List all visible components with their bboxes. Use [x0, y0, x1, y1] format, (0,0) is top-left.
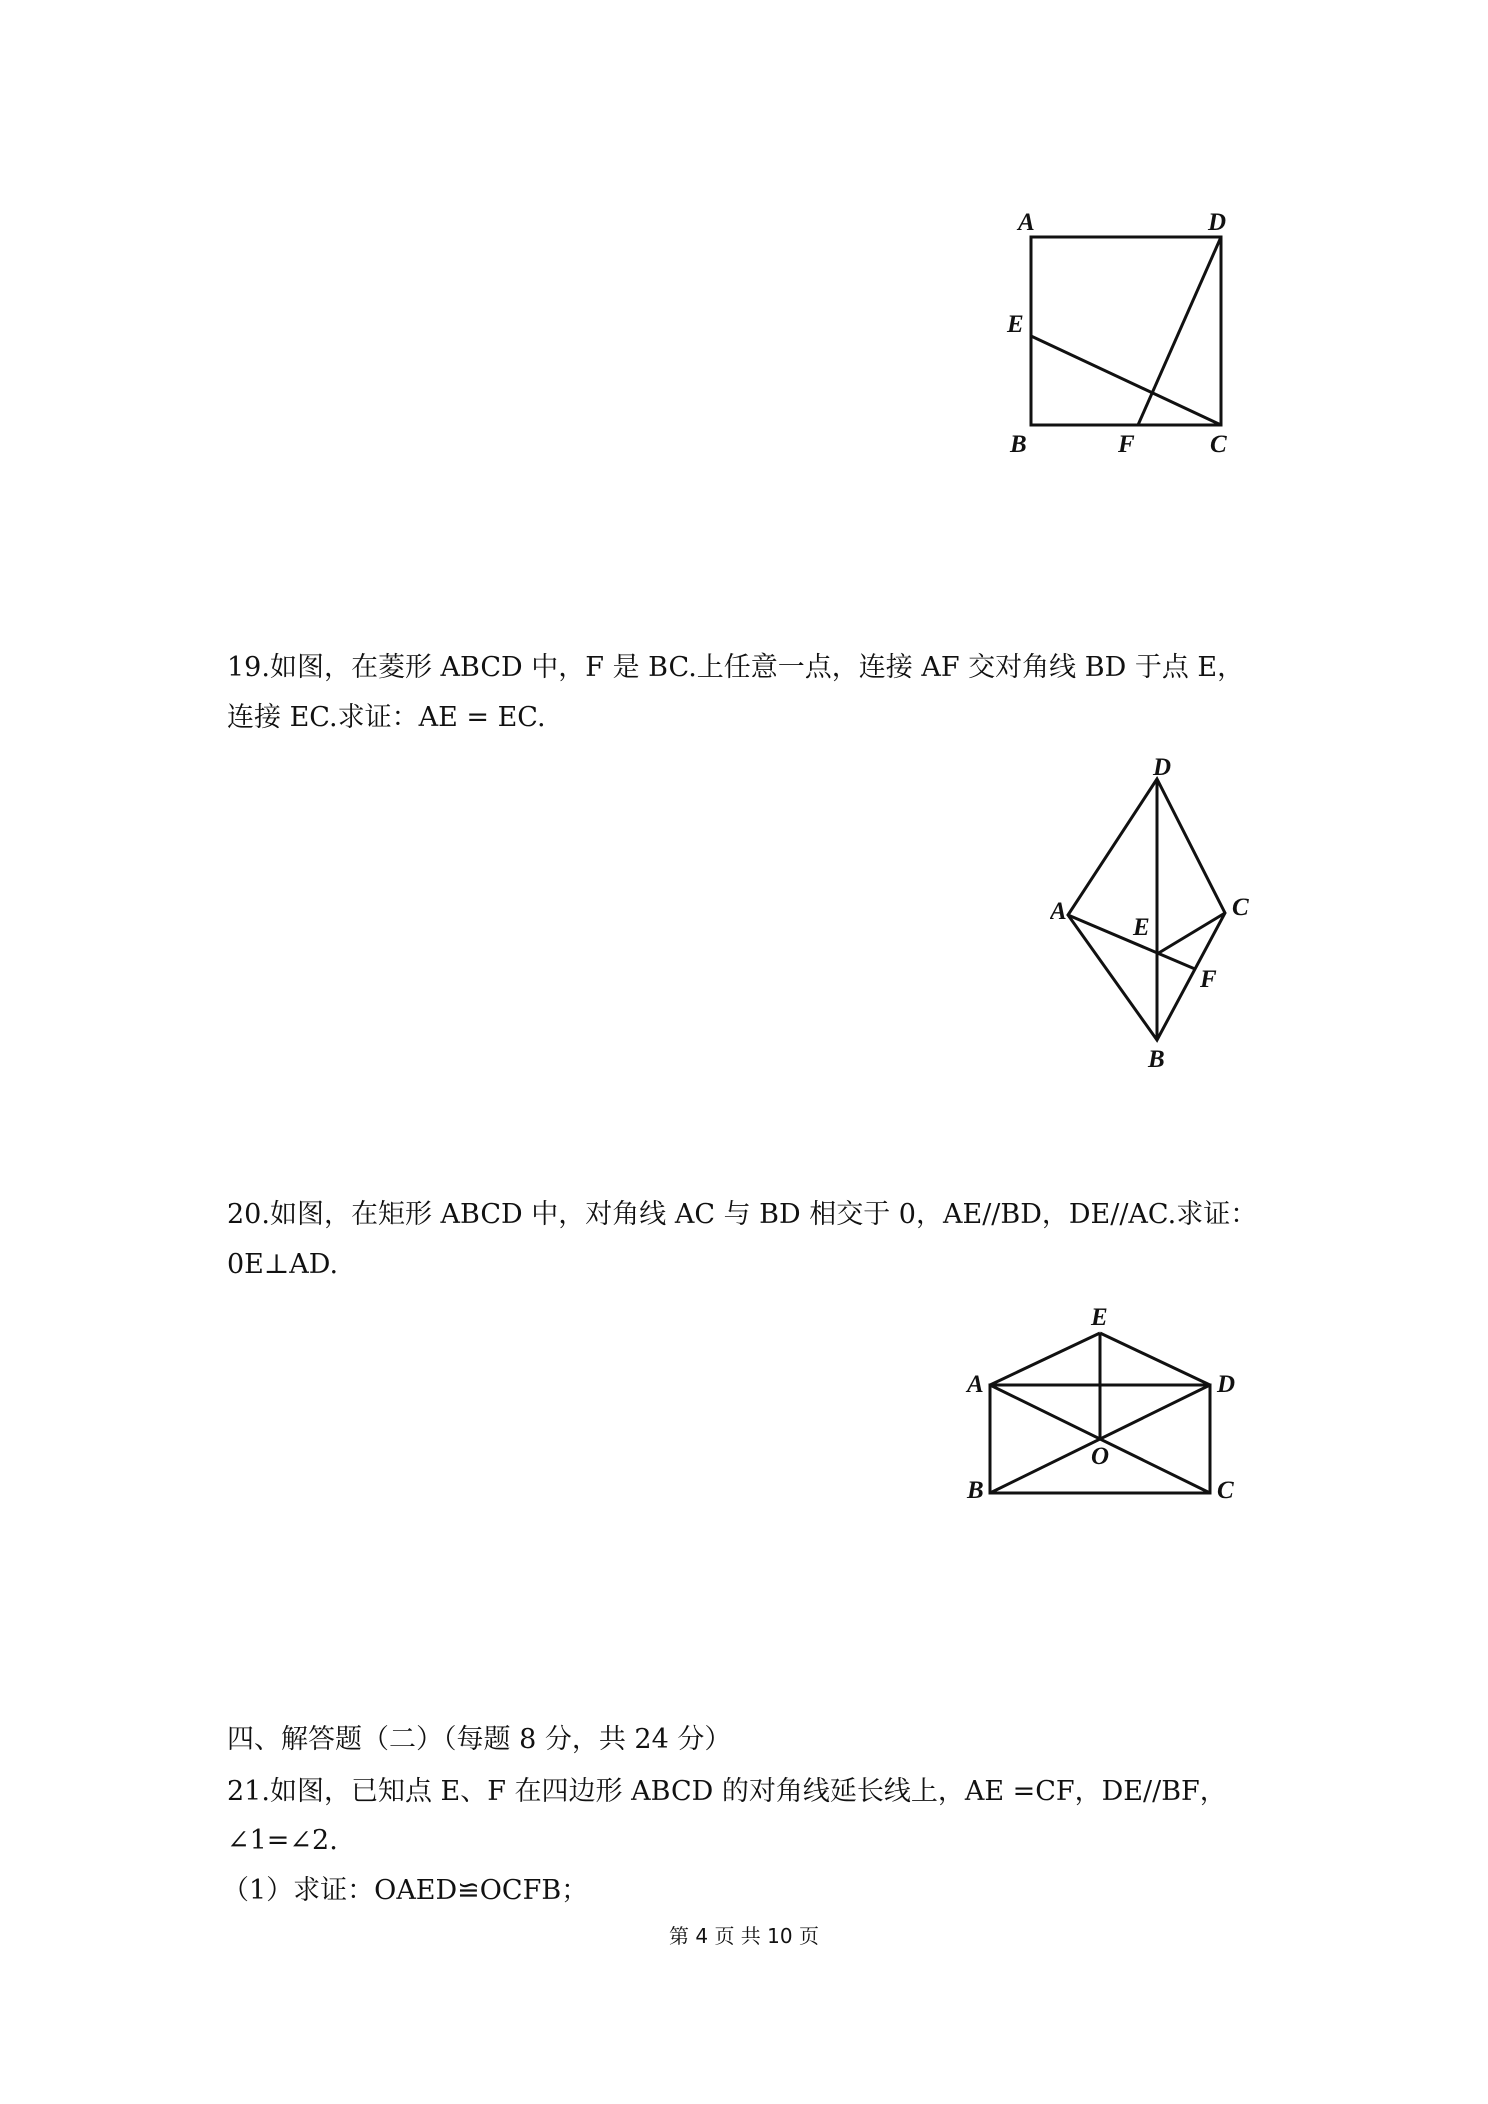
rhombus-outline	[1068, 779, 1225, 1040]
label-e: E	[1091, 1304, 1108, 1331]
q21-line-1: 21.如图，已知点 E、F 在四边形 ABCD 的对角线延长线上，AE =CF，DE//BF，	[227, 1776, 1227, 1807]
section-4-heading: 四、解答题（二）（每题 8 分，共 24 分）	[227, 1724, 732, 1755]
label-b: B	[1148, 1046, 1165, 1073]
label-a: A	[1050, 898, 1067, 925]
segment-ae	[990, 1333, 1100, 1385]
label-b: B	[1010, 431, 1027, 458]
segment-df	[1138, 237, 1221, 425]
q21-line-2: ∠1=∠2.	[227, 1825, 338, 1856]
segment-ec	[1031, 336, 1221, 425]
label-e: E	[1007, 311, 1024, 338]
label-o: O	[1091, 1443, 1110, 1470]
rectangle-figure	[955, 1300, 1255, 1505]
q20-line-2: 0E⊥AD.	[227, 1249, 339, 1280]
rhombus-figure	[1050, 755, 1270, 1075]
label-d: D	[1153, 755, 1172, 781]
q21-part-1: （1）求证：OAED≌OCFB；	[222, 1875, 589, 1906]
square-outline	[1031, 237, 1221, 425]
label-b: B	[967, 1477, 984, 1504]
label-e: E	[1133, 914, 1150, 941]
page-footer: 第 4 页 共 10 页	[669, 1924, 819, 1948]
q19-line-2: 连接 EC.求证：AE = EC.	[227, 702, 546, 733]
label-d: D	[1208, 209, 1227, 236]
label-c: C	[1232, 894, 1249, 921]
square-figure	[1000, 200, 1290, 465]
label-d: D	[1217, 1371, 1236, 1398]
label-f: F	[1200, 966, 1217, 993]
label-c: C	[1217, 1477, 1234, 1504]
q19-line-1: 19.如图，在菱形 ABCD 中，F 是 BC.上任意一点，连接 AF 交对角线 BD 于点 E，	[227, 652, 1245, 683]
label-a: A	[967, 1371, 984, 1398]
q20-line-1: 20.如图，在矩形 ABCD 中，对角线 AC 与 BD 相交于 0，AE//BD，DE//AC.求证：	[227, 1199, 1258, 1230]
segment-de	[1100, 1333, 1210, 1385]
label-c: C	[1210, 431, 1227, 458]
label-f: F	[1118, 431, 1135, 458]
label-a: A	[1018, 209, 1035, 236]
